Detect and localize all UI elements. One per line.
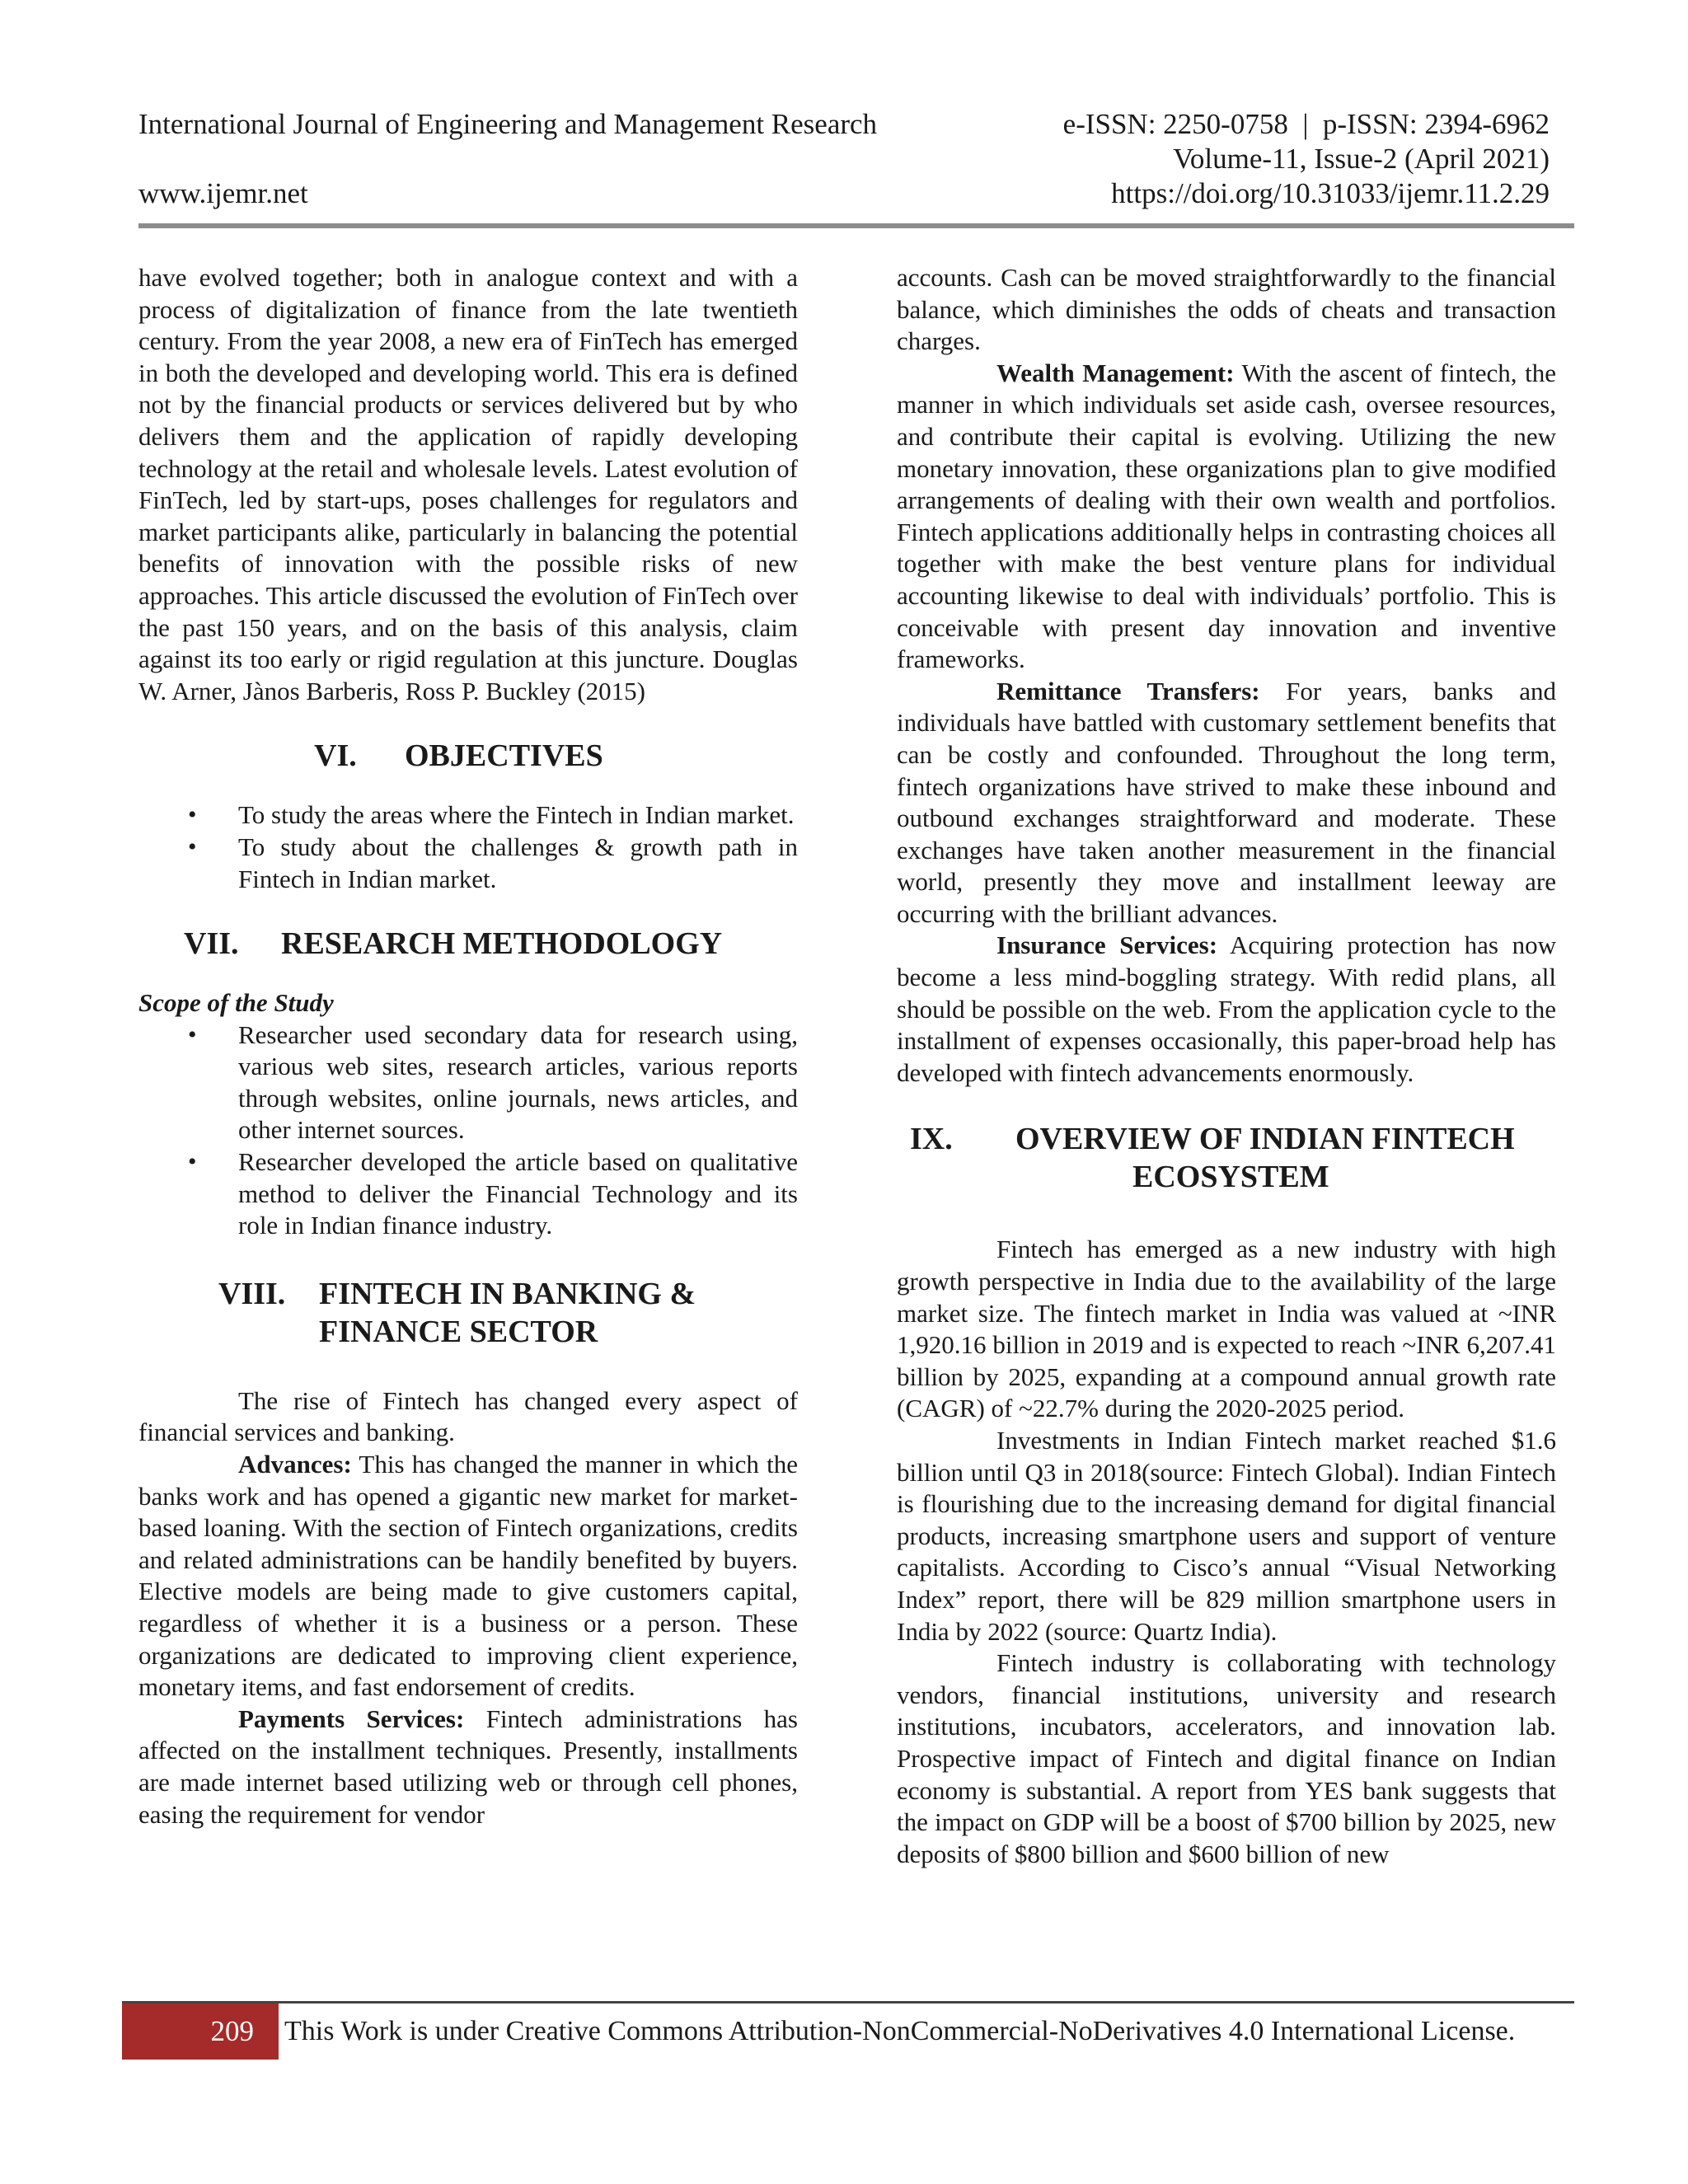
section-title: OVERVIEW OF INDIAN FINTECH [1015,1122,1515,1157]
section-number: VIII. [218,1276,286,1311]
run-in-heading: Insurance Services: [996,930,1218,960]
list-item: • Researcher used secondary data for research using, various web sites, research articles, various reports through websites, online journals, news articles, and other internet sources. [138,1019,798,1146]
section-title-continued: ECOSYSTEM [1132,1160,1329,1195]
section-heading-ecosystem [897,1120,1556,1196]
paragraph-remittance [897,676,1556,930]
page-number: 209 [122,2004,279,2060]
paragraph: accounts. Cash can be moved straightforwardly to the financial balance, which diminishes the odds of cheats and transaction charges. [897,263,1556,356]
section-title: FINTECH IN BANKING & [319,1276,696,1311]
paragraph-text: With the ascent of fintech, the manner in which individuals set aside cash, oversee resources, and contribute their capital is evolving. Utilizing the new monetary innovation, these organizations plan to give modified arrangements of dealing with their own wealth and portfolios. Fintech applications additionally helps in contrasting choices all together with make the best venture plans for individual accounting likewise to deal with individuals’ portfolio. This is conceivable with present day innovation and inventive frameworks. [897,358,1556,674]
objectives-list [138,799,798,895]
list-item: • Researcher developed the article based on qualitative method to deliver the Financial Technology and its role in Indian finance industry. [138,1146,798,1242]
doi-link[interactable]: https://doi.org/10.31033/ijemr.11.2.29 [1111,177,1550,209]
paragraph-payments [138,1704,798,1830]
section-title: OBJECTIVES [405,738,603,774]
journal-name: International Journal of Engineering and Management Research [138,108,878,140]
header-divider [138,223,1574,228]
paragraph-insurance [897,930,1556,1089]
run-in-heading: Remittance Transfers: [996,676,1260,705]
run-in-heading: Wealth Management: [996,358,1235,387]
journal-website[interactable]: www.ijemr.net [138,177,308,209]
volume-issue: Volume-11, Issue-2 (April 2021) [1173,143,1550,175]
section-title: RESEARCH METHODOLOGY [281,926,723,962]
issn: e-ISSN: 2250-0758 | p-ISSN: 2394-6962 [1062,108,1550,140]
license-notice: This Work is under Creative Commons Attribution-NonCommercial-NoDerivatives 4.0 International License. [284,2016,1516,2046]
section-heading-methodology [138,925,798,963]
list-item: • To study the areas where the Fintech in Indian market. [138,799,798,832]
paragraph-text: This has changed the manner in which the banks work and has opened a gigantic new market for market-based loaning. With the section of Fintech organizations, credits and related administrations can be handily benefited by buyers. Elective models are being made to give customers capital, regardless of whether it is a business or a person. These organizations are dedicated to improving client experience, monetary items, and fast endorsement of credits. [138,1450,798,1702]
scope-list [138,1019,798,1242]
section-heading-banking [138,1275,798,1351]
paragraph: The rise of Fintech has changed every aspect of financial services and banking. [138,1385,798,1447]
run-in-heading: Payments Services: [238,1704,465,1733]
paragraph: Fintech industry is collaborating with technology vendors, financial institutions, university and research institutions, incubators, accelerators, and innovation lab. Prospective impact of Fintech and digital finance on Indian economy is substantial. A report from YES bank suggests that the impact on GDP will be a boost of $700 billion by 2025, new deposits of $800 billion and $600 billion of new [897,1648,1556,1868]
paragraph-advances [138,1449,798,1704]
paragraph-wealth [897,358,1556,676]
paragraph-text: Fintech administrations has affected on the installment techniques. Presently, installments are made internet based utilizing web or through cell phones, easing the requirement for vendor [138,1704,798,1829]
run-in-heading: Advances: [238,1450,352,1479]
section-title-continued: FINANCE SECTOR [319,1314,598,1349]
section-number: VII. [184,926,239,962]
paragraph: have evolved together; both in analogue context and with a process of digitalization of finance from the late twentieth century. From the year 2008, a new era of FinTech has emerged in both the developed and developing world. This era is defined not by the financial products or services delivered but by who delivers them and the application of rapidly developing technology at the retail and wholesale levels. Latest evolution of FinTech, led by start-ups, poses challenges for regulators and market participants alike, particularly in balancing the potential benefits of innovation with the possible risks of new approaches. This article discussed the evolution of FinTech over the past 150 years, and on the basis of this analysis, claim against its too early or rigid regulation at this juncture. Douglas W. Arner, Jànos Barberis, Ross P. Buckley (2015) [138,263,798,705]
right-column [897,262,1556,1870]
paragraph: Investments in Indian Fintech market reached $1.6 billion until Q3 in 2018(source: Fintech Global). Indian Fintech is flourishing due to the increasing demand for digital financial products, increasing smartphone users and support of venture capitalists. According to Cisco’s annual “Visual Networking Index” report, there will be 829 million smartphone users in India by 2022 (source: Quartz India). [897,1426,1556,1646]
section-number: IX. [910,1122,953,1157]
paragraph-text: Acquiring protection has now become a less mind-boggling strategy. With redid plans, all should be possible on the web. From the application cycle to the installment of expenses occasionally, this paper-broad help has developed with fintech advancements enormously. [897,930,1556,1087]
subheading-scope: Scope of the Study [138,988,334,1018]
page-header [138,107,1550,211]
section-heading-objectives [138,737,798,775]
paragraph: Fintech has emerged as a new industry with high growth perspective in India due to the availability of the large market size. The fintech market in India was valued at ~INR 1,920.16 billion in 2019 and is expected to reach ~INR 6,207.41 billion by 2025, expanding at a compound annual growth rate (CAGR) of ~22.7% during the 2020-2025 period. [897,1235,1556,1423]
left-column [138,262,798,1830]
section-number: VI. [314,738,357,774]
list-item: • To study about the challenges & growth path in Fintech in Indian market. [138,832,798,895]
paragraph-text: For years, banks and individuals have battled with customary settlement benefits that can be costly and confounded. Throughout the long term, fintech organizations have strived to make these inbound and outbound exchanges straightforward and moderate. These exchanges have taken another measurement in the financial world, presently they move and installment leeway are occurring with the brilliant advances. [897,676,1556,928]
